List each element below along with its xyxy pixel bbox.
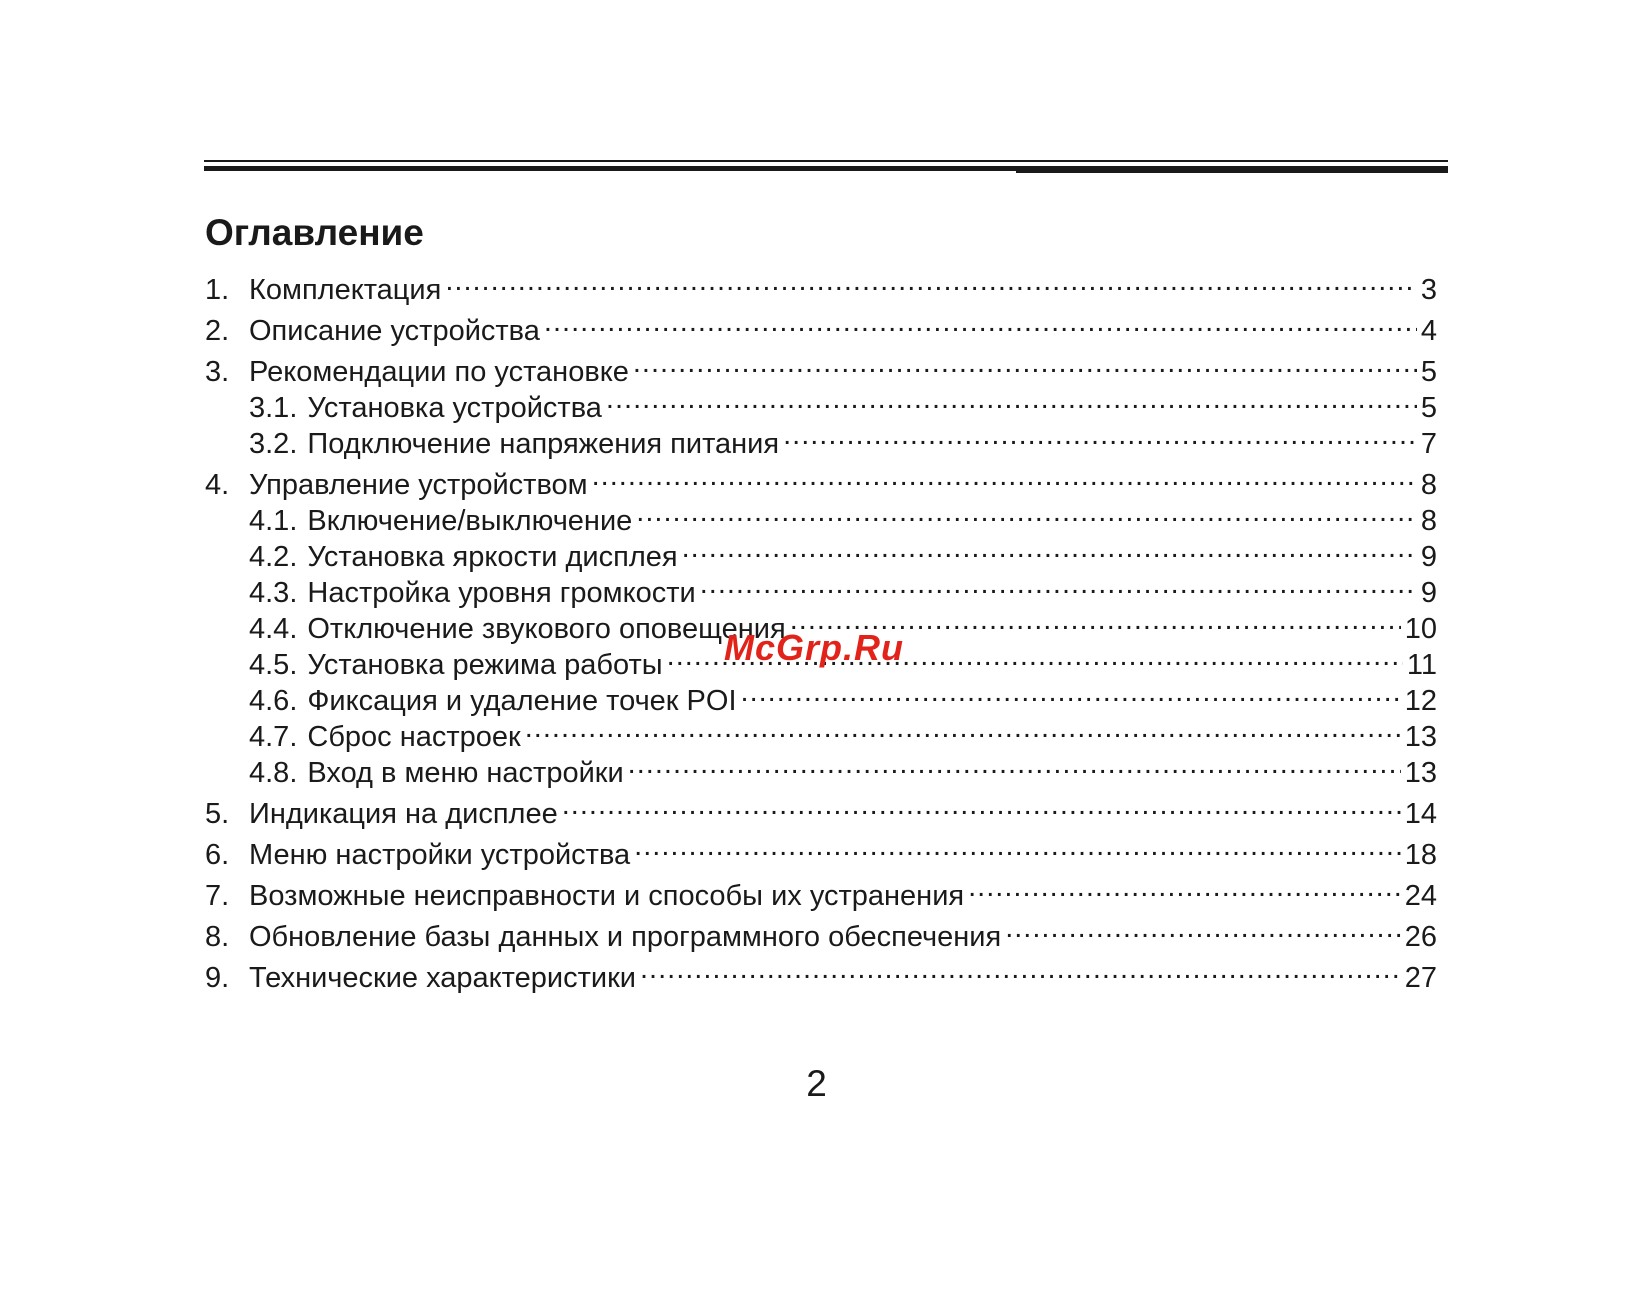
toc-entry-page: 26 xyxy=(1404,921,1437,953)
toc-entry-page: 24 xyxy=(1404,880,1437,912)
toc-entry-number: 4.3. xyxy=(249,577,298,609)
toc-entry-label: Фиксация и удаление точек POI xyxy=(307,685,737,717)
toc-entry-page: 3 xyxy=(1420,274,1437,306)
toc-entry-page: 10 xyxy=(1404,613,1437,645)
toc-dot-leader xyxy=(445,263,1417,299)
toc-entry-number: 4.2. xyxy=(249,541,298,573)
toc-entry-page: 14 xyxy=(1404,798,1437,830)
toc-entry-number: 3. xyxy=(205,356,230,388)
toc-dot-leader xyxy=(682,530,1417,566)
toc-entry-label: Возможные неисправности и способы их устранения xyxy=(249,880,965,912)
toc-dot-leader xyxy=(633,345,1417,381)
toc-entry-page: 27 xyxy=(1404,962,1437,994)
page-number: 2 xyxy=(806,1063,827,1104)
toc-dot-leader xyxy=(544,304,1417,340)
toc-entry-number: 8. xyxy=(205,921,230,953)
toc-entry-label: Сброс настроек xyxy=(307,721,521,753)
toc-entry-number: 4.6. xyxy=(249,685,298,717)
toc-dot-leader xyxy=(606,381,1417,417)
toc-entry-number: 6. xyxy=(205,839,230,871)
toc-dot-leader xyxy=(968,869,1401,905)
toc-entry[interactable] xyxy=(205,828,1437,871)
toc-entry-label: Установка яркости дисплея xyxy=(307,541,678,573)
toc-dot-leader xyxy=(700,566,1417,602)
toc-entry[interactable] xyxy=(205,910,1437,953)
toc-entry-page: 12 xyxy=(1404,685,1437,717)
toc-dot-leader xyxy=(783,417,1417,453)
toc-entry-number: 4.8. xyxy=(249,757,298,789)
toc-entry-label: Настройка уровня громкости xyxy=(307,577,696,609)
toc-entry-number: 3.1. xyxy=(249,392,298,424)
toc-entry-number: 4.7. xyxy=(249,721,298,753)
toc-entry-page: 11 xyxy=(1406,649,1437,681)
toc-entry-number: 4.1. xyxy=(249,505,298,537)
toc-entry-label: Вход в меню настройки xyxy=(307,757,624,789)
toc-dot-leader xyxy=(1005,910,1401,946)
toc-entry-number: 7. xyxy=(205,880,230,912)
toc-entry-page: 18 xyxy=(1404,839,1437,871)
toc-entry-label: Меню настройки устройства xyxy=(249,839,631,871)
toc-entry-label: Обновление базы данных и программного обеспечения xyxy=(249,921,1002,953)
toc-dot-leader xyxy=(525,710,1401,746)
watermark: McGrp.Ru xyxy=(724,627,905,668)
toc-entry-label: Отключение звукового оповещения xyxy=(307,613,786,645)
toc-entry-number: 4.5. xyxy=(249,649,298,681)
toc-entry-number: 9. xyxy=(205,962,230,994)
toc-entry-page: 4 xyxy=(1420,315,1437,347)
toc-entry-page: 8 xyxy=(1420,505,1437,537)
toc-entry-page: 5 xyxy=(1420,356,1437,388)
toc-dot-leader xyxy=(741,674,1401,710)
toc-dot-leader xyxy=(562,787,1401,823)
toc-entry[interactable] xyxy=(205,951,1437,994)
toc-list xyxy=(205,263,1437,994)
header-rule-accent xyxy=(1016,166,1448,173)
toc-title: Оглавление xyxy=(205,212,424,253)
toc-entry-number: 1. xyxy=(205,274,230,306)
toc-entry-page: 13 xyxy=(1404,721,1437,753)
toc-entry-page: 5 xyxy=(1420,392,1437,424)
toc-entry-number: 5. xyxy=(205,798,230,830)
toc-entry-number: 4.4. xyxy=(249,613,298,645)
toc-entry-label: Технические характеристики xyxy=(249,962,636,994)
toc-entry[interactable] xyxy=(205,458,1437,501)
toc-dot-leader xyxy=(634,828,1401,864)
toc-entry[interactable] xyxy=(205,787,1437,830)
toc-entry[interactable] xyxy=(205,304,1437,347)
toc-entry-label: Управление устройством xyxy=(249,469,588,501)
toc-entry-label: Рекомендации по установке xyxy=(249,356,629,388)
toc-entry-label: Включение/выключение xyxy=(307,505,633,537)
toc-entry-number: 2. xyxy=(205,315,230,347)
toc-entry[interactable] xyxy=(205,869,1437,912)
toc-entry-label: Индикация на дисплее xyxy=(249,798,558,830)
toc-dot-leader xyxy=(640,951,1401,987)
toc-entry-page: 8 xyxy=(1420,469,1437,501)
toc-entry-label: Установка устройства xyxy=(307,392,602,424)
toc-entry-label: Установка режима работы xyxy=(307,649,663,681)
toc-entry-page: 9 xyxy=(1420,541,1437,573)
toc-entry-label: Комплектация xyxy=(249,274,442,306)
toc-dot-leader xyxy=(636,494,1417,530)
toc-entry-label: Описание устройства xyxy=(249,315,540,347)
header-rule-thin xyxy=(204,160,1448,162)
toc-entry[interactable] xyxy=(205,345,1437,388)
toc-entry-page: 13 xyxy=(1404,757,1437,789)
toc-entry-number: 3.2. xyxy=(249,428,298,460)
toc-entry-label: Подключение напряжения питания xyxy=(307,428,780,460)
toc-entry[interactable] xyxy=(205,263,1437,306)
toc-entry-page: 7 xyxy=(1420,428,1437,460)
toc-entry-page: 9 xyxy=(1420,577,1437,609)
toc-dot-leader xyxy=(628,746,1401,782)
toc-dot-leader xyxy=(592,458,1417,494)
header-rule xyxy=(204,160,1448,171)
toc-entry-number: 4. xyxy=(205,469,230,501)
